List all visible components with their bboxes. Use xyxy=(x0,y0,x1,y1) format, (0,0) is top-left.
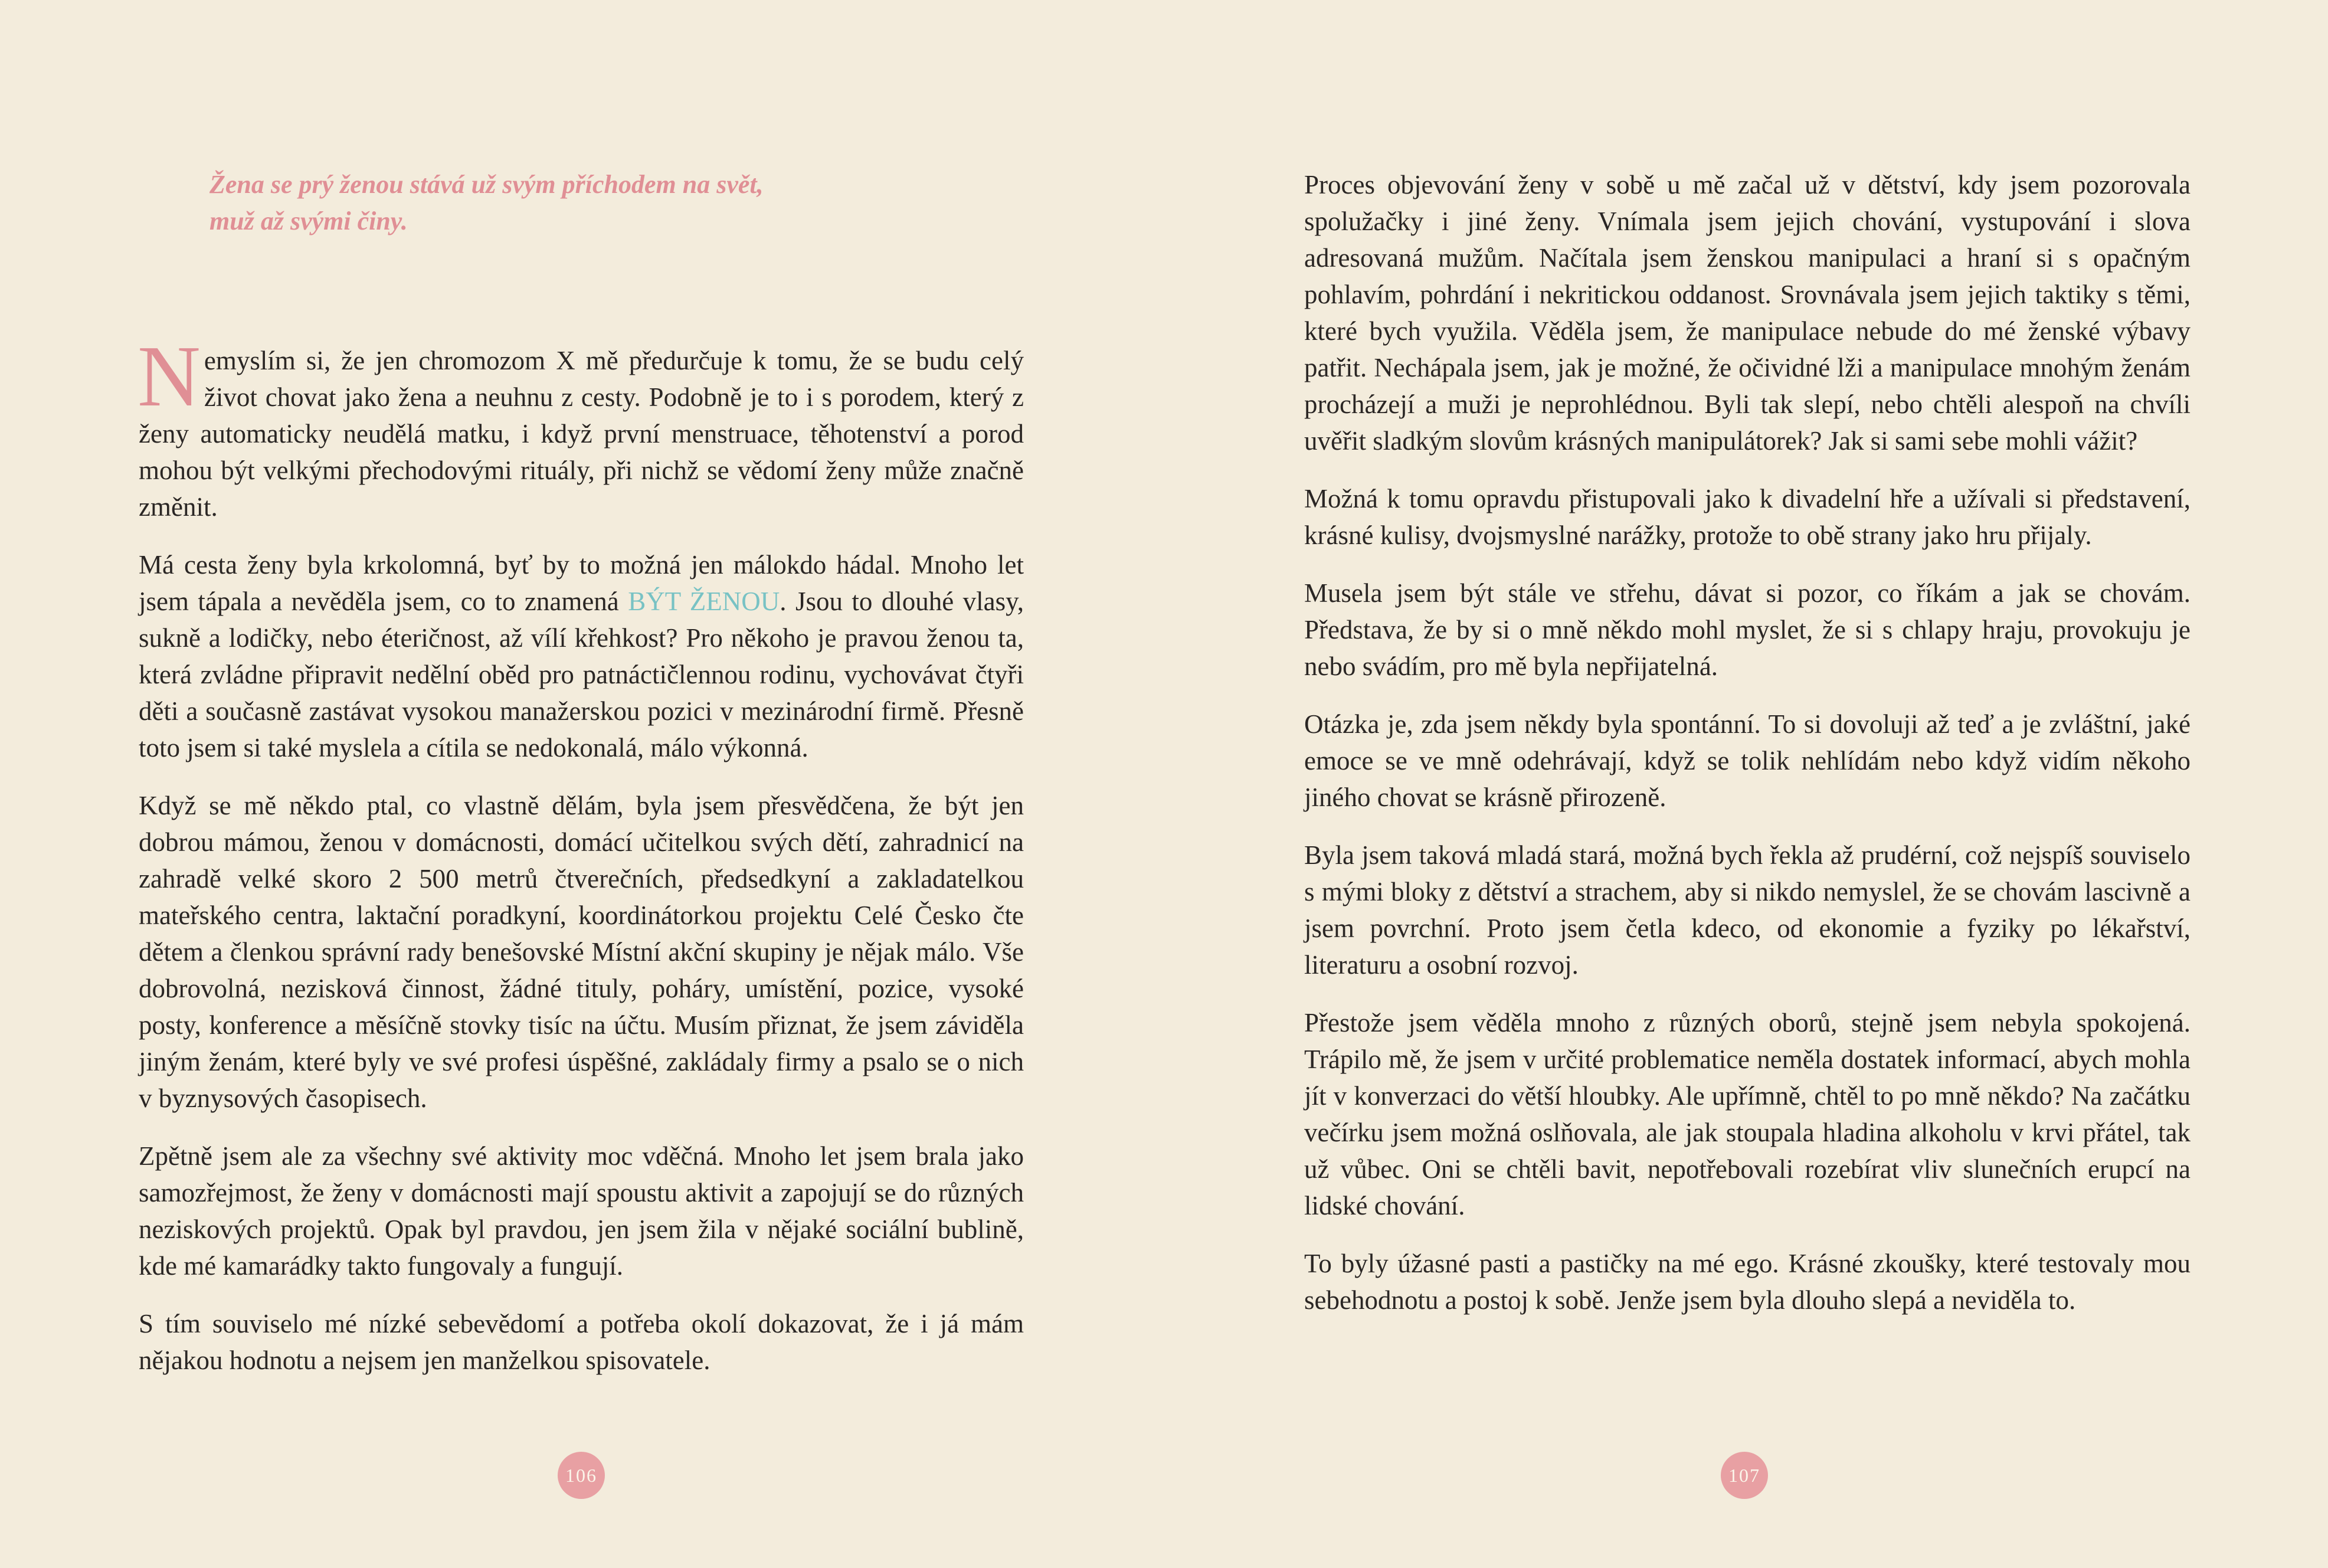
paragraph xyxy=(137,328,1024,525)
right-page xyxy=(1164,0,2328,1568)
paragraph: Zpětně jsem ale za všechny své aktivity moc vděčná. Mnoho let jsem brala jako samozřejmost, že ženy v domácnosti mají spoustu aktivit a zapojují se do různých neziskových projektů. Opak byl pravdou, jen jsem žila v nějaké sociální bublině, kde mé kamarádky takto fungovaly a fungují. xyxy=(139,1141,1024,1281)
paragraph-text: emyslím si, že jen chromozom X mě předurčuje k tomu, že se budu celý život chovat jako žena a neuhnu z cesty. Podobně je to i s porodem, který z ženy automaticky neudělá matku, i když první menstruace, těhotenství a porod mohou být velkými přechodovými rituály, při nichž se vědomí ženy může značně změnit. xyxy=(139,346,1024,522)
paragraph: S tím souviselo mé nízké sebevědomí a potřeba okolí dokazovat, že i já mám nějakou hodnotu a nejsem jen manželkou spisovatele. xyxy=(139,1309,1024,1375)
drop-cap: N xyxy=(137,328,201,425)
paragraph: Možná k tomu opravdu přistupovali jako k divadelní hře a užívali si představení, krásné kulisy, dvojsmyslné narážky, protože to obě strany jako hru přijaly. xyxy=(1304,484,2191,550)
paragraph-text: Má cesta ženy byla krkolomná, byť by to možná jen málokdo hádal. Mnoho let jsem tápala a nevěděla jsem, co to znamená xyxy=(139,550,1024,616)
paragraph-text: . Jsou to dlouhé vlasy, sukně a lodičky, nebo éteričnost, až vílí křehkost? Pro někoho je pravou ženou ta, která zvládne připravit nedělní oběd pro patnáctičlennou rodinu, vychovávat čtyři děti a současně zastávat vysokou manažerskou pozici v mezinárodní firmě. Přesně toto jsem si také myslela a cítila se nedokonalá, málo výkonná. xyxy=(139,587,1024,762)
page-number-left: 106 xyxy=(558,1452,605,1499)
paragraph xyxy=(139,546,1024,766)
epigraph xyxy=(209,166,1036,240)
paragraph: Byla jsem taková mladá stará, možná bych řekla až prudérní, což nejspíš souviselo s mými bloky z dětství a strachem, aby si nikdo nemyslel, že se chovám lascivně a jsem povrchní. Proto jsem četla kdeco, od ekonomie a fyziky po lékařství, literaturu a osobní rozvoj. xyxy=(1304,840,2191,980)
paragraph: Musela jsem být stále ve střehu, dávat si pozor, co říkám a jak se chovám. Představa, že by si o mně někdo mohl myslet, že si s chlapy hraju, provokuju je nebo svádím, pro mě byla nepřijatelná. xyxy=(1304,578,2191,681)
epigraph-line-2: muž až svými činy. xyxy=(209,207,408,235)
right-text-column xyxy=(1304,166,2191,1340)
paragraph: Proces objevování ženy v sobě u mě začal už v dětství, kdy jsem pozorovala spolužačky i jiné ženy. Vnímala jsem jejich chování, vystupování i slova adresovaná mužům. Načítala jsem ženskou manipulaci a hraní si s opačným pohlavím, pohrdání i nekritickou oddanost. Srovnávala jsem jejich taktiky s těmi, které bych využila. Věděla jsem, že manipulace nebude do mé ženské výbavy patřit. Nechápala jsem, jak je možné, že očividné lži a manipulace mnohým ženám procházejí a muži je neprohlédnou. Byli tak slepí, nebo chtěli alespoň na chvíli uvěřit sladkým slovům krásných manipulátorek? Jak si sami sebe mohli vážit? xyxy=(1304,170,2191,456)
paragraph: Když se mě někdo ptal, co vlastně dělám, byla jsem přesvědčena, že být jen dobrou mámou, ženou v domácnosti, domácí učitelkou svých dětí, zahradnicí na zahradě velké skoro 2 500 metrů čtverečních, předsedkyní a zakladatelkou mateřského centra, laktační poradkyní, koordinátorkou projektu Celé Česko čte dětem a členkou správní rady benešovské Místní akční skupiny je nějak málo. Vše dobrovolná, nezisková činnost, žádné tituly, poháry, umístění, pozice, vysoké posty, konference a měsíčně stovky tisíc na účtu. Musím přiznat, že jsem záviděla jiným ženám, které byly ve své profesi úspěšné, zakládaly firmy a psalo se o nich v byznysových časopisech. xyxy=(139,791,1024,1113)
paragraph: Přestože jsem věděla mnoho z různých oborů, stejně jsem nebyla spokojená. Trápilo mě, že jsem v určité problematice neměla dostatek informací, abych mohla jít v konverzaci do větší hloubky. Ale upřímně, chtěl to po mně někdo? Na začátku večírku jsem možná oslňovala, ale jak stoupala hladina alkoholu v krvi přátel, tak už vůbec. Oni se chtěli bavit, nepotřebovali rozebírat vliv slunečních erupcí na lidské chování. xyxy=(1304,1008,2191,1220)
highlighted-phrase: BÝT ŽENOU xyxy=(628,587,780,616)
page-number-right: 107 xyxy=(1721,1452,1768,1499)
paragraph: To byly úžasné pasti a pastičky na mé ego. Krásné zkoušky, které testovaly mou sebehodnotu a postoj k sobě. Jenže jsem byla dlouho slepá a neviděla to. xyxy=(1304,1249,2191,1315)
paragraph: Otázka je, zda jsem někdy byla spontánní. To si dovoluji až teď a je zvláštní, jaké emoce se ve mně odehrávají, když se tolik nehlídám nebo když vidím někoho jiného chovat se krásně přirozeně. xyxy=(1304,709,2191,812)
epigraph-line-1: Žena se prý ženou stává už svým příchodem na svět, xyxy=(209,170,764,199)
left-text-column xyxy=(137,328,1024,1400)
